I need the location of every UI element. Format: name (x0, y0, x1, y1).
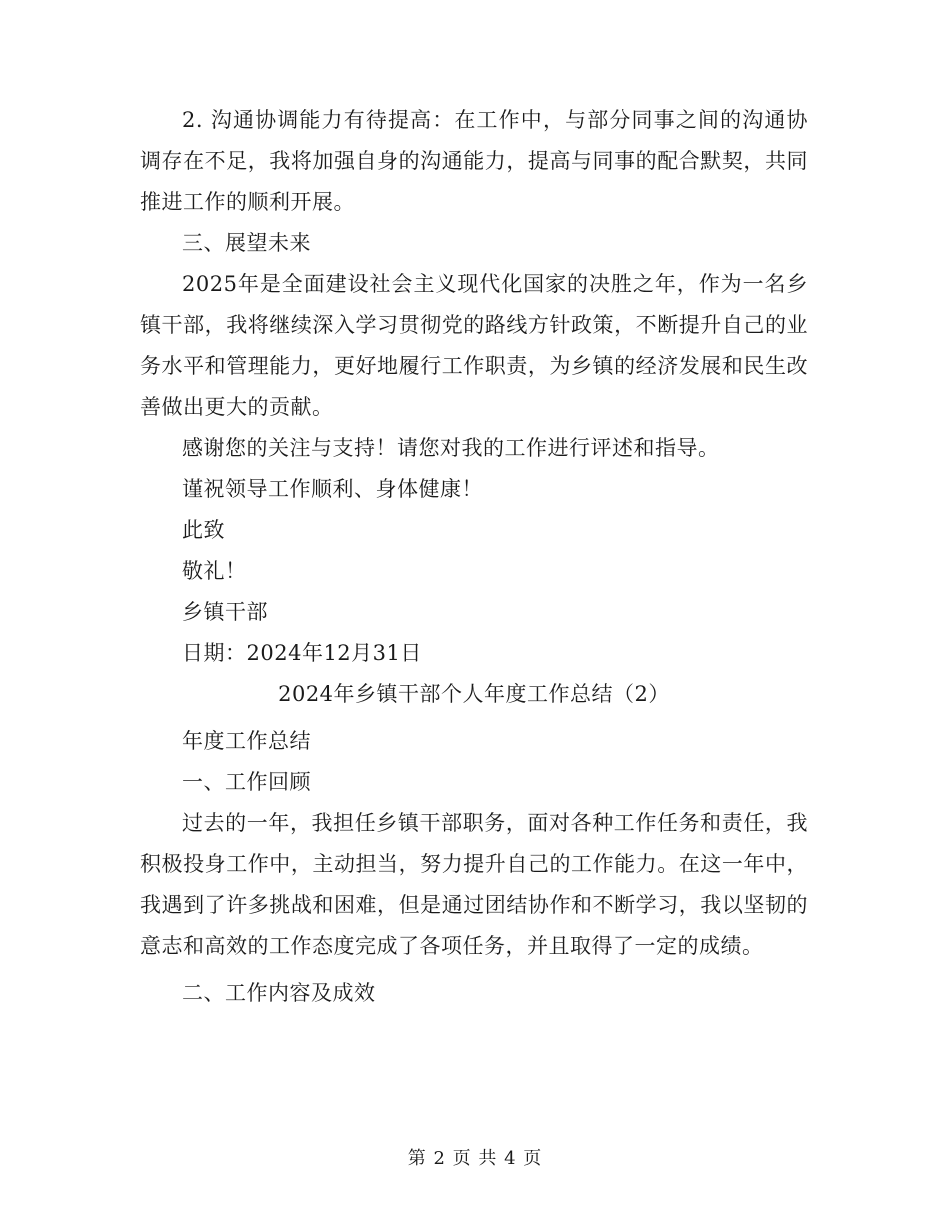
closing-cizhi: 此致 (182, 518, 225, 542)
document-body (140, 100, 808, 1014)
heading-content-results: 二、工作内容及成效 (182, 981, 376, 1005)
subtitle-annual-summary: 年度工作总结 (182, 729, 311, 753)
paragraph-wishes: 谨祝领导工作顺利、身体健康！ (182, 477, 483, 501)
heading-review: 一、工作回顾 (182, 770, 311, 794)
paragraph-communication: 2. 沟通协调能力有待提高：在工作中，与部分同事之间的沟通协调存在不足，我将加强自身的沟通能力，提高与同事的配合默契，共同推进工作的顺利开展。 (140, 108, 808, 214)
paragraph-thanks: 感谢您的关注与支持！请您对我的工作进行评述和指导。 (182, 436, 720, 460)
date-line: 日期：2024年12月31日 (182, 641, 422, 665)
heading-outlook: 三、展望未来 (182, 231, 311, 255)
section-title: 2024年乡镇干部个人年度工作总结（2） (278, 682, 670, 706)
closing-jingli: 敬礼！ (182, 559, 247, 583)
paragraph-review: 过去的一年，我担任乡镇干部职务，面对各种工作任务和责任，我积极投身工作中，主动担当，努力提升自己的工作能力。在这一年中，我遇到了许多挑战和困难，但是通过团结协作和不断学习，我以坚韧的意志和高效的工作态度完成了各项任务，并且取得了一定的成绩。 (140, 811, 808, 958)
signature: 乡镇干部 (182, 600, 268, 624)
paragraph-outlook: 2025年是全面建设社会主义现代化国家的决胜之年，作为一名乡镇干部，我将继续深入学习贯彻党的路线方针政策，不断提升自己的业务水平和管理能力，更好地履行工作职责，为乡镇的经济发展和民生改善做出更大的贡献。 (140, 272, 808, 419)
page-number: 第 2 页 共 4 页 (407, 1148, 543, 1169)
